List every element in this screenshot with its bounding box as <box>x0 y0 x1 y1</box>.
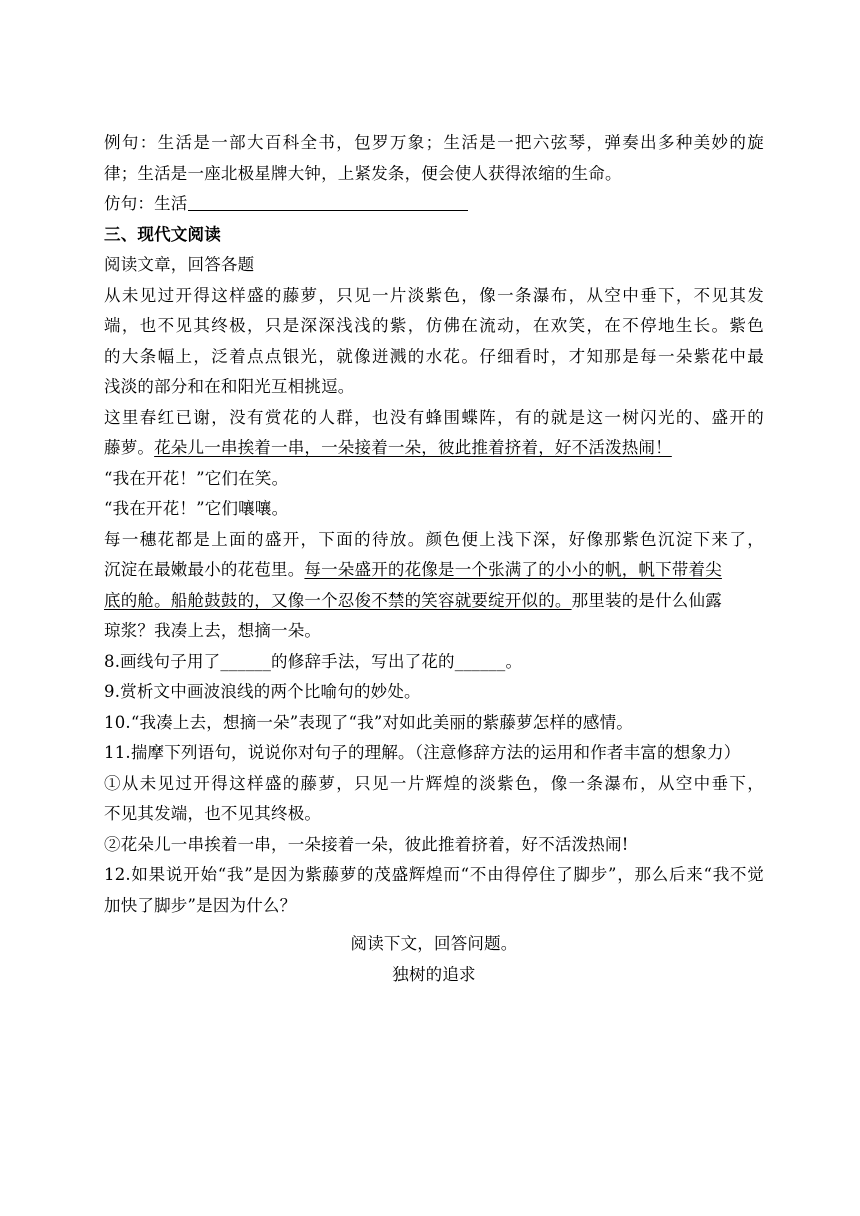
question-10: 10.“我凑上去，想摘一朵”表现了“我”对如此美丽的紫藤萝怎样的感情。 <box>104 712 633 732</box>
passage-p1-line-4: 浅淡的部分和在和阳光互相挑逗。 <box>104 377 355 396</box>
passage-p5-line-3 <box>104 586 764 617</box>
passage-p2-line-2 <box>104 433 764 464</box>
passage-p5-line-4: 琼浆？我凑上去，想摘一朵。 <box>104 621 322 640</box>
passage-p5-line-2 <box>104 555 764 586</box>
example-sentence-line-2: 律；生活是一座北极星牌大钟，上紧发条，便会使人获得浓缩的生命。 <box>104 163 622 183</box>
underlined-sentence: 花朵儿一串挨着一串，一朵接着一朵，彼此推着挤着，好不活泼热闹！ <box>154 438 672 457</box>
question-11-item-1-line-2: 不见其发端，也不见其终极。 <box>104 804 322 823</box>
question-11-item-2: ②花朵儿一串挨着一串，一朵接着一朵，彼此推着挤着，好不活泼热闹! <box>104 834 629 854</box>
next-passage-title: 独树的追求 <box>392 964 476 984</box>
passage-p1-line-1: 从未见过开得这样盛的藤萝，只见一片淡紫色，像一条瀑布，从空中垂下，不见其发 <box>104 285 764 305</box>
passage-p2-line-1: 这里春红已谢，没有赏花的人群，也没有蜂围蝶阵，有的就是这一树闪光的、盛开的 <box>104 407 764 427</box>
passage-p5-line-1: 每一穗花都是上面的盛开，下面的待放。颜色便上浅下深，好像那紫色沉淀下来了， <box>104 529 764 549</box>
wavy-sentence-1: 每一朵盛开的花像是一个张满了的小小的帆，帆下带着尖 <box>304 560 722 579</box>
question-9: 9.赏析文中画波浪线的两个比喻句的妙处。 <box>104 682 421 701</box>
imitation-label: 仿句：生活 <box>104 194 188 213</box>
passage-p1-line-2: 端，也不见其终极，只是深深浅浅的紫，仿佛在流动，在欢笑，在不停地生长。紫色 <box>104 316 764 335</box>
imitation-prompt <box>104 189 764 220</box>
section-heading: 三、现代文阅读 <box>104 224 221 244</box>
answer-blank <box>188 192 468 211</box>
wavy-sentence-2: 底的舱。船舱鼓鼓的，又像一个忍俊不禁的笑容就要绽开似的。 <box>104 590 572 610</box>
question-11: 11.揣摩下列语句，说说你对句子的理解。（注意修辞方法的运用和作者丰富的想象力） <box>104 743 741 762</box>
question-8: 8.画线句子用了______的修辞手法，写出了花的______。 <box>104 651 523 671</box>
passage-p2-plain: 藤萝。 <box>104 438 155 457</box>
passage-p5-plain: 沉淀在最嫩最小的花苞里。 <box>104 560 305 579</box>
question-11-item-1-line-1: ①从未见过开得这样盛的藤萝，只见一片辉煌的淡紫色，像一条瀑布，从空中垂下， <box>104 773 764 793</box>
example-sentence-line-1: 例句：生活是一部大百科全书，包罗万象；生活是一把六弦琴，弹奏出多种美妙的旋 <box>104 133 764 152</box>
section-instruction: 阅读文章，回答各题 <box>104 255 255 274</box>
passage-p1-line-3: 的大条幅上，泛着点点银光，就像迸溅的水花。仔细看时，才知那是每一朵紫花中最 <box>104 346 764 366</box>
passage-p3: “我在开花！”它们在笑。 <box>104 468 289 488</box>
question-12-line-1: 12.如果说开始“我”是因为紫藤萝的茂盛辉煌而“不由得停住了脚步”，那么后来“我不觉 <box>104 865 764 884</box>
passage-p4: “我在开花！”它们嚷嚷。 <box>104 499 289 518</box>
passage-p5-plain-2: 那里装的是什么仙露 <box>571 590 722 610</box>
question-12-line-2: 加快了脚步”是因为什么？ <box>104 895 297 915</box>
next-passage-instruction: 阅读下文，回答问题。 <box>350 934 518 953</box>
